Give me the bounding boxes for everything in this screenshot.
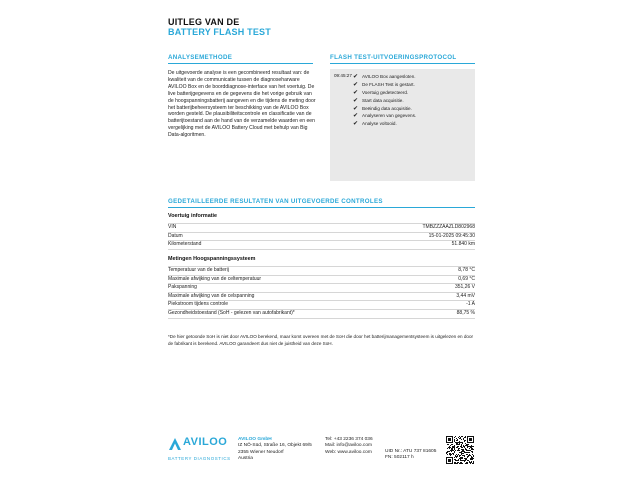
company-address-1: IZ NÖ-Süd, Straße 16, Objekt 69/5 — [238, 443, 312, 449]
row-value: 351,26 V — [454, 284, 475, 291]
footer-company — [238, 437, 312, 463]
logo-tagline: BATTERY DIAGNOSTICS — [168, 456, 231, 461]
table-row — [168, 301, 475, 310]
row-value: 8,78 °C — [458, 267, 475, 273]
protocol-step-label: Beëindig data acquisitie. — [362, 105, 412, 111]
table-row — [168, 293, 475, 302]
details-heading: GEDETAILLEERDE RESULTATEN VAN UITGEVOERDE CONTROLES — [168, 198, 475, 208]
row-label: Gezondheidstoestand (SoH - gelezen van autofabrikant)* — [168, 309, 295, 316]
title-line-2: BATTERY FLASH TEST — [168, 27, 271, 37]
protocol-step-label: De FLASH Test is gestart. — [362, 82, 415, 88]
row-label: Maximale afwijking van de celtemperatuur — [168, 275, 262, 282]
qr-code-icon — [446, 436, 474, 464]
protocol-time: 09:45:27 — [334, 73, 352, 78]
company-address-2: 2355 Wiener Neudorf — [238, 449, 284, 455]
table-row — [168, 284, 475, 293]
protocol-step — [344, 112, 416, 120]
aviloo-logo-icon — [168, 437, 182, 451]
row-value: 15-01-2025 09:45:30 — [428, 232, 475, 239]
table-row — [168, 266, 475, 276]
table-row — [168, 233, 475, 242]
table-row — [168, 310, 475, 319]
footer-registry — [385, 449, 436, 462]
company-name: AVILOO GmbH — [238, 437, 272, 442]
row-label: Temperatuur van de batterij — [168, 267, 229, 273]
protocol-step — [344, 73, 416, 81]
soh-footnote: *De hier getoonde SoH is niet door AVILOO berekend, maar komt overeen met de SoH die door het batterijmanagementsysteem is uitgelezen en door de fabrikant is berekend. AVILOO garandeert dus niet de juistheid van deze SoH. — [168, 334, 474, 346]
row-label: Datum — [168, 232, 183, 239]
title-line-1: UITLEG VAN DE — [168, 17, 240, 27]
table-row — [168, 223, 475, 233]
analysis-text: De uitgevoerde analyse is een gecombineerd resultaat van: de kwaliteit van de communicatie tussen de diagnoseharware AVILOO Box en de boorddiagnose-interface van het voertuig. De live batterijgegevens en de gegevens die het vorige gebruik van de hoogspanningsbatterij aangeven en die tijdens de meting door het batterijbeheersysteem ter beschikking van de AVILOO Box worden gesteld. De plausibiliteitscontrole en classificatie van de batterijtoestand aan de hand van de verzamelde waarden en een vergelijking met de AVILOO Battery Cloud met behulp van Big Data-algoritmen. — [168, 70, 316, 139]
row-label: Pakspanning — [168, 284, 197, 291]
check-icon: ✔ — [352, 97, 358, 104]
row-label: Kilometerstand — [168, 241, 202, 248]
row-value: 88,75 % — [456, 309, 475, 316]
measurements-table — [168, 266, 475, 319]
check-icon: ✔ — [352, 74, 358, 81]
row-value: 51.840 km — [451, 241, 475, 248]
protocol-list — [344, 73, 416, 128]
protocol-step — [344, 81, 416, 89]
table-row — [168, 241, 475, 250]
check-icon: ✔ — [352, 82, 358, 89]
row-value: TMBZZZAAZLD802968 — [422, 224, 475, 230]
row-value: 3,44 mV — [456, 292, 475, 299]
vehicle-info-table — [168, 223, 475, 250]
protocol-step-label: Analyse voltooid. — [362, 121, 397, 127]
row-value: 0,69 °C — [458, 275, 475, 282]
row-label: Maximale afwijking van de celspanning — [168, 292, 255, 299]
row-value: -1 A — [466, 301, 475, 308]
check-icon: ✔ — [352, 89, 358, 96]
row-label: Piekstroom tijdens controle — [168, 301, 229, 308]
contact-mail[interactable]: Mail: info@aviloo.com — [325, 443, 372, 449]
protocol-step — [344, 96, 416, 104]
company-country: Austria — [238, 456, 253, 462]
aviloo-logo — [168, 436, 238, 466]
table-row — [168, 276, 475, 285]
protocol-step-label: Analyseren van gegevens. — [362, 113, 417, 119]
registry-fn: FN: 502117 h — [385, 455, 414, 461]
protocol-heading: FLASH TEST-UITVOERINGSPROTOCOL — [330, 54, 475, 64]
vehicle-info-heading: Voertuig informatie — [168, 213, 218, 219]
analysis-heading: ANALYSEMETHODE — [168, 54, 313, 64]
check-icon: ✔ — [352, 121, 358, 128]
protocol-step-label: Voertuig gedetecteerd. — [362, 89, 409, 95]
page-title — [168, 17, 271, 37]
registry-uid: UID Nr.: ATU 737 81605 — [385, 449, 437, 454]
row-label: VIN — [168, 224, 177, 230]
protocol-box — [330, 69, 475, 181]
protocol-step — [344, 104, 416, 112]
check-icon: ✔ — [352, 113, 358, 120]
protocol-step — [344, 89, 416, 97]
footer-contact — [325, 437, 373, 456]
protocol-step — [344, 120, 416, 128]
contact-web[interactable]: Web: www.aviloo.com — [325, 449, 372, 455]
contact-tel: Tel: +43 2236 374 036 — [325, 437, 373, 442]
protocol-step-label: Start data acquisitie. — [362, 97, 404, 103]
logo-wordmark: AVILOO — [183, 436, 228, 448]
check-icon: ✔ — [352, 105, 358, 112]
measurements-heading: Metingen Hoogspanningssysteem — [168, 256, 256, 262]
protocol-step-label: AVILOO Box aangesloten. — [362, 74, 416, 80]
